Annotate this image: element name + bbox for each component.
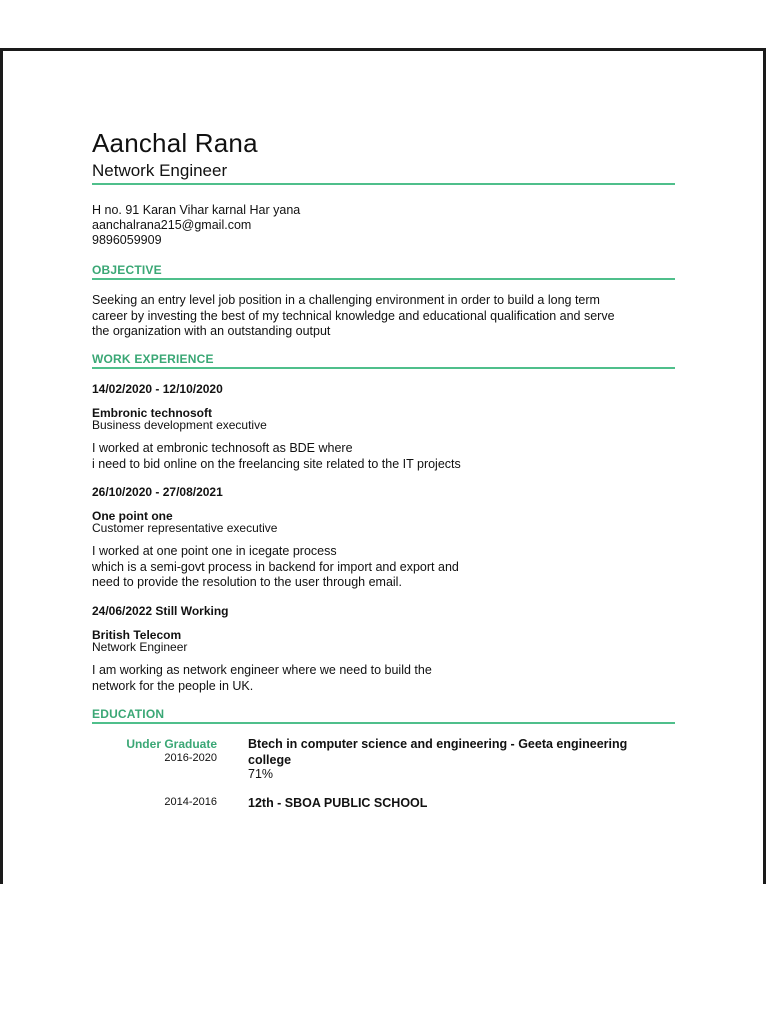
education-score: 71%: [248, 767, 274, 781]
contact-block: [92, 203, 300, 248]
job-description-line: which is a semi-govt process in backend for import and export and: [92, 559, 459, 574]
education-degree-line: college: [248, 753, 292, 767]
job-description-line: need to provide the resolution to the user through email.: [92, 575, 402, 589]
education-level: Under Graduate: [126, 737, 217, 751]
resume-page: [0, 48, 766, 884]
header-divider: [92, 183, 675, 185]
job-description-line: I worked at one point one in icegate process: [92, 544, 337, 558]
work-experience-heading: WORK EXPERIENCE: [92, 352, 214, 366]
objective-line: career by investing the best of my technical knowledge and educational qualification and serve: [92, 308, 615, 323]
job-description-line: i need to bid online on the freelancing site related to the IT projects: [92, 456, 461, 471]
candidate-name: Aanchal Rana: [92, 128, 258, 158]
education-years: 2016-2020: [164, 752, 217, 764]
job-dates: 14/02/2020 - 12/10/2020: [92, 382, 223, 396]
job-company: Embronic technosoft: [92, 406, 213, 420]
contact-email[interactable]: aanchalrana215@gmail.com: [92, 218, 252, 232]
objective-heading: OBJECTIVE: [92, 263, 162, 277]
objective-line: the organization with an outstanding output: [92, 324, 331, 338]
job-company: British Telecom: [92, 628, 182, 642]
education-degree: [248, 736, 627, 768]
objective-divider: [92, 278, 675, 280]
job-description: [92, 544, 459, 591]
objective-text: [92, 293, 615, 340]
objective-line: Seeking an entry level job position in a challenging environment in order to build a long term: [92, 293, 600, 307]
candidate-role: Network Engineer: [92, 161, 228, 180]
work-experience-divider: [92, 367, 675, 369]
contact-address: H no. 91 Karan Vihar karnal Har yana: [92, 203, 301, 217]
job-title: Customer representative executive: [92, 521, 278, 535]
job-description: [92, 663, 432, 694]
job-title: Business development executive: [92, 418, 267, 432]
job-dates: 26/10/2020 - 27/08/2021: [92, 485, 223, 499]
job-description: [92, 441, 461, 472]
education-years: 2014-2016: [164, 796, 217, 808]
job-description-line: network for the people in UK.: [92, 678, 254, 693]
job-description-line: I am working as network engineer where we need to build the: [92, 663, 432, 677]
education-degree-line: Btech in computer science and engineering - Geeta engineering: [248, 737, 628, 751]
education-divider: [92, 722, 675, 724]
job-dates: 24/06/2022 Still Working: [92, 604, 229, 618]
education-degree: 12th - SBOA PUBLIC SCHOOL: [248, 796, 428, 810]
job-title: Network Engineer: [92, 640, 188, 654]
education-heading: EDUCATION: [92, 707, 165, 721]
job-description-line: I worked at embronic technosoft as BDE where: [92, 441, 353, 455]
contact-phone: 9896059909: [92, 233, 162, 247]
job-company: One point one: [92, 509, 173, 523]
